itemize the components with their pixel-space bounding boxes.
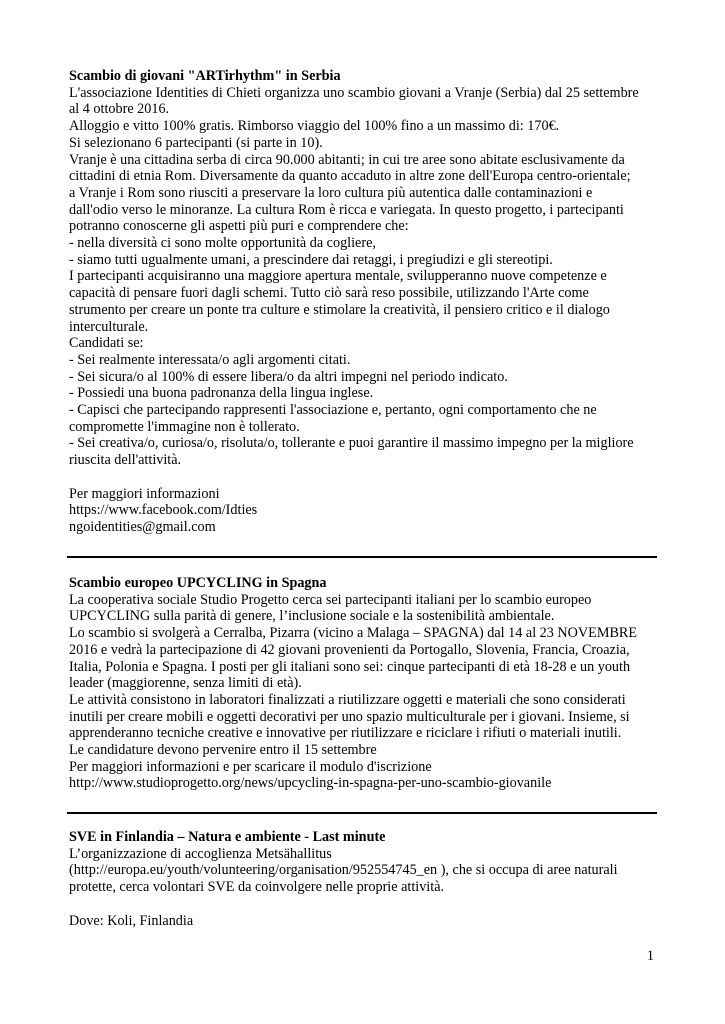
body-line: Le candidature devono pervenire entro il 15 settembre <box>69 742 377 759</box>
document-page <box>69 68 669 536</box>
body-line: Italia, Polonia e Spagna. I posti per gli italiani sono sei: cinque partecipanti di età 18-28 e un youth <box>69 658 631 675</box>
document-page-bottom <box>69 829 669 929</box>
body-line: Si selezionano 6 partecipanti (si parte in 10). <box>69 134 323 151</box>
body-line: Per maggiori informazioni e per scaricare il modulo d'iscrizione <box>69 758 432 775</box>
body-line: L'associazione Identities di Chieti organizza uno scambio giovani a Vranje (Serbia) dal 25 settembre <box>69 84 639 101</box>
body-line: compromette l'immagine non è tollerato. <box>69 418 300 435</box>
body-line: - siamo tutti ugualmente umani, a prescindere dai retaggi, i pregiudizi e gli stereotipi. <box>69 251 553 268</box>
page-number: 1 <box>646 948 654 964</box>
body-line: - Sei realmente interessata/o agli argomenti citati. <box>69 351 351 368</box>
section-title: Scambio europeo UPCYCLING in Spagna <box>69 575 327 591</box>
body-line: apprenderanno tecniche creative e innovative per riutilizzare e riciclare i rifiuti o materiali inutili. <box>69 725 622 742</box>
body-line: (http://europa.eu/youth/volunteering/organisation/952554745_en ), che si occupa di aree naturali <box>69 862 618 879</box>
body-line: - nella diversità ci sono molte opportunità da cogliere, <box>69 235 376 252</box>
location-line: Dove: Koli, Finlandia <box>69 912 194 929</box>
section-title: SVE in Finlandia – Natura e ambiente - Last minute <box>69 829 386 845</box>
body-line: strumento per creare un ponte tra culture e stimolare la creatività, il pensiero critico e il dialogo <box>69 301 610 318</box>
body-line: al 4 ottobre 2016. <box>69 101 170 118</box>
body-line: dall'odio verso le minoranze. La cultura Rom è ricca e variegata. In questo progetto, i partecipanti <box>69 201 624 218</box>
body-line: a Vranje i Rom sono riusciti a preservare la loro cultura più autentica dalle contaminazioni e <box>69 184 593 201</box>
facebook-link[interactable]: https://www.facebook.com/Idties <box>69 502 258 519</box>
body-line: UPCYCLING sulla parità di genere, l’inclusione sociale e la sostenibilità ambientale. <box>69 608 555 625</box>
section-upcycling-exchange <box>69 575 669 792</box>
body-line: La cooperativa sociale Studio Progetto cerca sei partecipanti italiani per lo scambio europeo <box>69 591 592 608</box>
body-line: cittadini di etnia Rom. Diversamente da quanto accaduto in altre zone dell'Europa centro-orientale; <box>69 168 631 185</box>
body-line: I partecipanti acquisiranno una maggiore apertura mentale, svilupperanno nuove competenze e <box>69 268 607 285</box>
body-line: inutili per creare mobili e oggetti decorativi per uno spazio multiculturale per i giovani. Insieme, si <box>69 708 630 725</box>
document-page-middle <box>69 575 669 792</box>
body-line: 2016 e vedrà la partecipazione di 42 giovani provenienti da Portogallo, Slovenia, Francia, Croazia, <box>69 641 630 658</box>
body-line: L’organizzazione di accoglienza Metsähallitus <box>69 845 332 862</box>
body-line: leader (maggiorenne, senza limiti di età). <box>69 675 302 692</box>
info-label: Per maggiori informazioni <box>69 485 220 502</box>
body-line: - Sei creativa/o, curiosa/o, risoluta/o, tollerante e puoi garantire il massimo impegno per la migliore <box>69 435 634 452</box>
body-line: protette, cerca volontari SVE da coinvolgere nelle proprie attività. <box>69 879 445 896</box>
body-line: Le attività consistono in laboratori finalizzati a riutilizzare oggetti e materiali che sono considerati <box>69 691 626 708</box>
body-line: potranno conoscerne gli aspetti più puri e comprendere che: <box>69 218 409 235</box>
body-line: riuscita dell'attività. <box>69 452 182 469</box>
body-line: - Sei sicura/o al 100% di essere libera/o da altri impegni nel periodo indicato. <box>69 368 508 385</box>
body-line: Lo scambio si svolgerà a Cerralba, Pizarra (vicino a Malaga – SPAGNA) dal 14 al 23 NOVEMBRE <box>69 625 638 642</box>
section-serbia-exchange <box>69 68 669 536</box>
body-line: Vranje è una cittadina serba di circa 90.000 abitanti; in cui tre aree sono abitate esclusivamente da <box>69 151 625 168</box>
section-divider <box>67 812 657 814</box>
body-line: Alloggio e vitto 100% gratis. Rimborso viaggio del 100% fino a un massimo di: 170€. <box>69 118 560 135</box>
studioprogetto-link[interactable]: http://www.studioprogetto.org/news/upcycling-in-spagna-per-uno-scambio-giovanile <box>69 775 552 792</box>
section-sve-finland <box>69 829 669 929</box>
body-line: - Capisci che partecipando rappresenti l'associazione e, pertanto, ogni comportamento che ne <box>69 402 597 419</box>
body-line: Candidati se: <box>69 335 144 352</box>
email-address[interactable]: ngoidentities@gmail.com <box>69 518 216 535</box>
section-divider <box>67 556 657 558</box>
body-line: - Possiedi una buona padronanza della lingua inglese. <box>69 385 374 402</box>
section-title: Scambio di giovani "ARTirhythm" in Serbia <box>69 68 341 84</box>
body-line: capacità di pensare fuori dagli schemi. Tutto ciò sarà reso possibile, utilizzando l'Arte come <box>69 285 589 302</box>
body-line: interculturale. <box>69 318 149 335</box>
